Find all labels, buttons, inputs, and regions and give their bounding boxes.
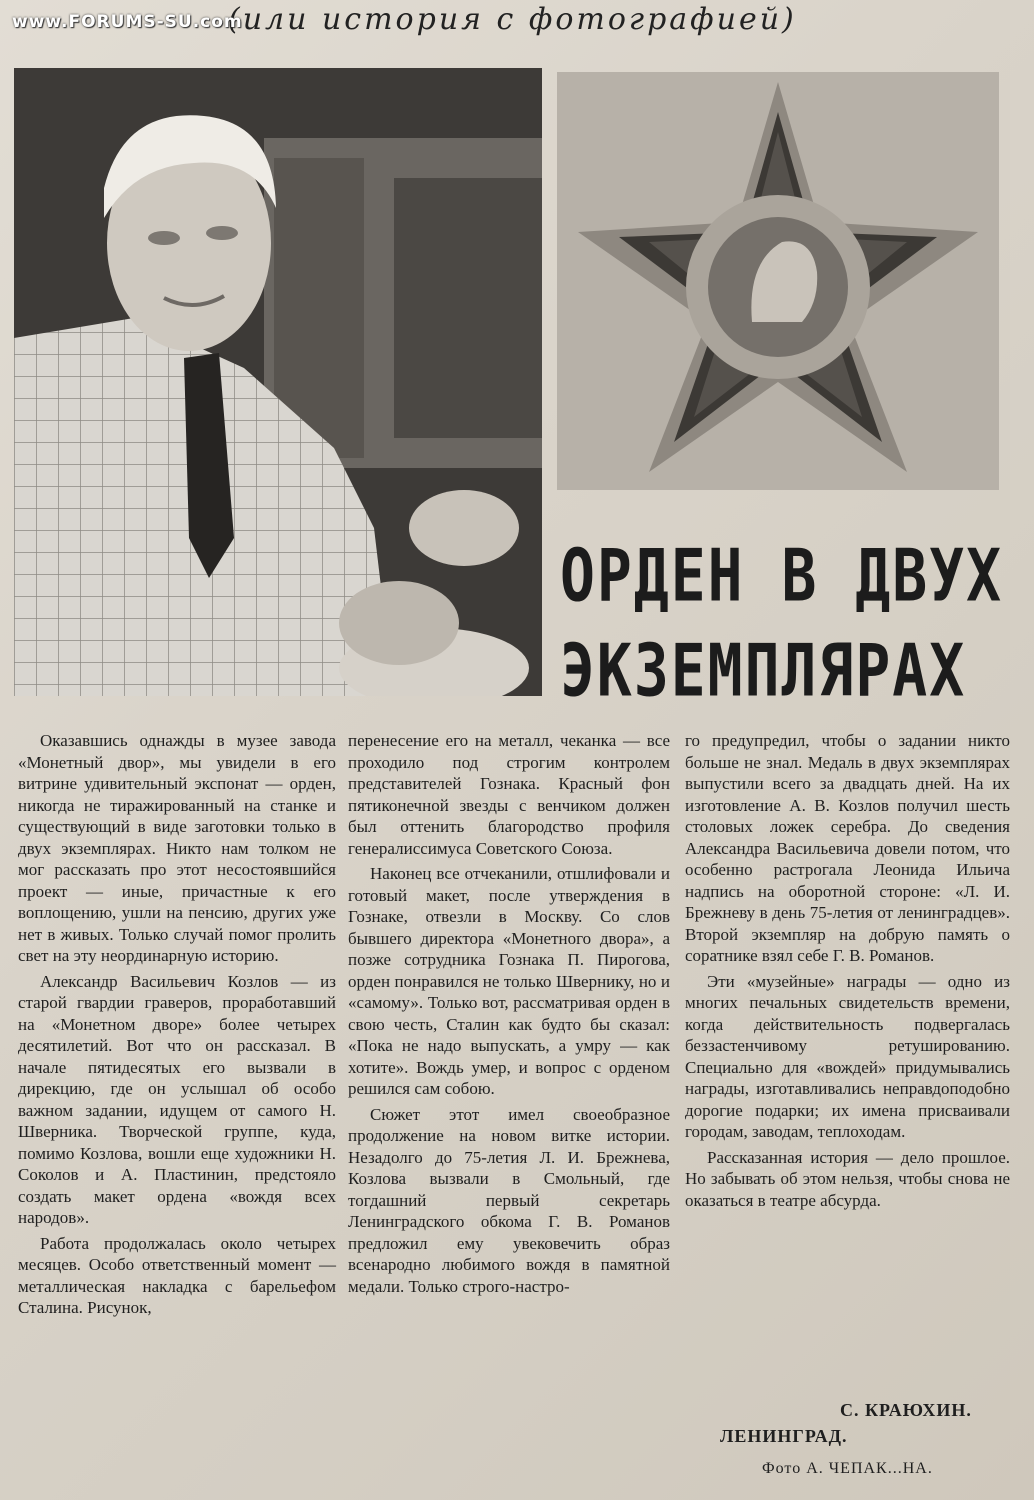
article-column-3 — [685, 730, 1010, 1211]
paragraph: Оказавшись однажды в музее завода «Монетный двор», мы увидели в его витрине удивительный экспонат — орден, никогда не тиражированный на станке и существующий в виде заготовки только в двух экземплярах. Никто нам толком не мог рассказать про этот несостоявшийся проект — иные, причастные к его воплощению, ушли на пенсию, других уже нет в живых. Только случай помог пролить свет на эту неординарную историю. — [18, 731, 336, 965]
paragraph: Сюжет этот имел своеобразное продолжение на новом витке истории. Незадолго до 75-летия Л. И. Брежнева, Козлова вызвали в Смольный, где тогдашний первый секретарь Ленинградского обкома Г. В. Романов предложил ему увековечить образ всенародно любимого вождя в памятной медали. Только строго-настро- — [348, 1104, 670, 1296]
article-column-2 — [348, 730, 670, 1297]
dateline-city: ЛЕНИНГРАД. — [720, 1426, 848, 1446]
paragraph: Работа продолжалась около четырех месяцев. Особо ответственный момент — металлическая накладка с барельефом Сталина. Рисунок, — [18, 1233, 336, 1317]
headline-line-2: ЭКЗЕМПЛЯРАХ — [560, 628, 967, 713]
article-headline — [560, 528, 1010, 718]
paragraph: Наконец все отчеканили, отшлифовали и готовый макет, после утверждения в Гознаке, отвезли в Москву. Со слов бывшего директора «Монетного двора», а позже сотрудника Гознака П. Пирогова, орден понравился не только Швернику, но и «самому». Только вот, рассматривая орден в свою честь, Сталин как будто бы сказал: «Пока не надо выпускать, а умру — как хотите». Вождь умер, и вопрос с орденом решился сам собою. — [348, 864, 670, 1098]
photo-credit: Фото А. ЧЕПАК...НА. — [762, 1460, 933, 1477]
paragraph: Рассказанная история — дело прошлое. Но забывать об этом нельзя, чтобы снова не оказаться в театре абсурда. — [685, 1147, 1010, 1210]
paragraph: перенесение его на металл, чеканка — все проходило под строгим контролем представителей Гознака. Красный фон пятиконечной звезды с венчиком должен был оттенить благородство профиля генералиссимуса Советского Союза. — [348, 731, 670, 858]
order-star-image — [557, 72, 999, 490]
portrait-image — [14, 68, 542, 696]
site-watermark: www.FORUMS-SU.com — [12, 12, 243, 32]
paragraph: го предупредил, чтобы о задании никто больше не знал. Медаль в двух экземплярах выпустили всего за двадцать дней. На их изготовление А. В. Козлов получил шесть столовых ложек серебра. До сведения Александра Васильевича довели потом, что особенно растрогала Леонида Ильича надпись на оборотной стороне: «Л. И. Брежневу в день 75-летия от ленинградцев». Второй экземпляр на добрую память о соратнике взял себе Г. В. Романов. — [685, 731, 1010, 965]
order-star-photo — [557, 72, 999, 490]
article-subtitle: (или история с фотографией) — [228, 2, 797, 37]
headline-line-1: ОРДЕН В ДВУХ — [560, 533, 1004, 618]
engraver-portrait-photo — [14, 68, 542, 696]
article-column-1 — [18, 730, 336, 1319]
paragraph: Александр Васильевич Козлов — из старой гвардии граверов, проработавший на «Монетном дворе» более четырех десятилетий. Вот что он рассказал. В начале пятидесятых его вызвали в дирекцию, где он услышал об особо важном задании, идущем от самого Н. Шверника. Творческой группе, куда, помимо Козлова, вошли еще художники Н. Соколов и А. Пластинин, предстояло создать макет ордена «вождя всех народов». — [18, 971, 336, 1227]
author-signature: С. КРАЮХИН. — [840, 1400, 972, 1420]
paragraph: Эти «музейные» награды — одно из многих печальных свидетельств времени, когда действительность подвергалась беззастенчивому ретушированию. Специально для «вождей» придумывались награды, изготавливались неправдоподобно дорогие подарки; их имена присваивали городам, заводам, теплоходам. — [685, 971, 1010, 1141]
